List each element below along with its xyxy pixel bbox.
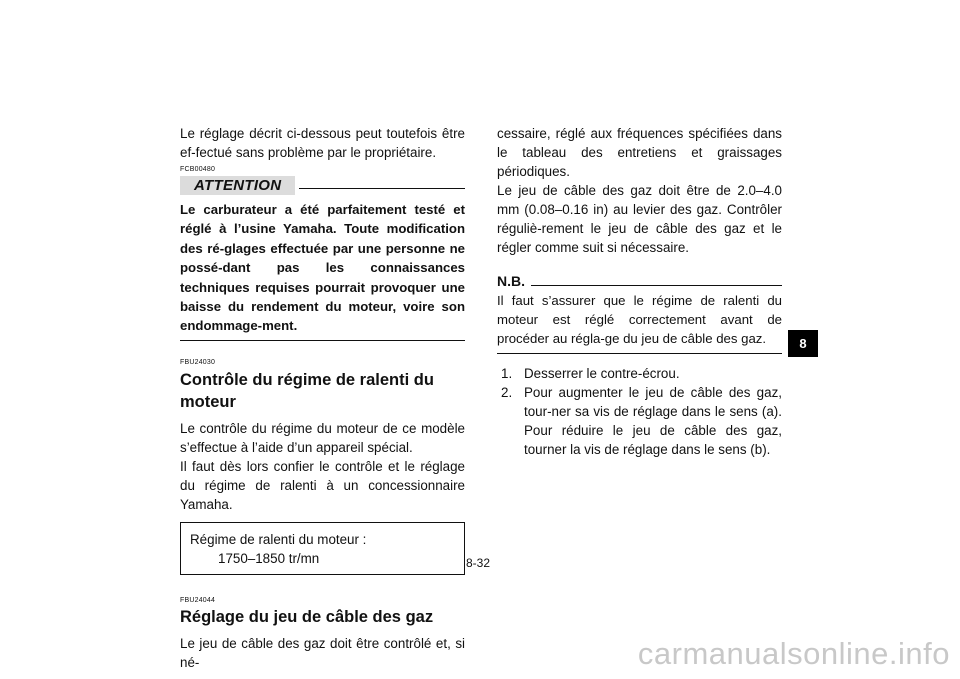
intro-paragraph: Le réglage décrit ci-dessous peut toutefois être ef-fectué sans problème par le propriétaire. bbox=[180, 126, 465, 160]
right-column bbox=[497, 124, 782, 459]
attention-divider bbox=[299, 188, 465, 189]
nb-end-rule bbox=[497, 353, 782, 354]
step-text: Desserrer le contre-écrou. bbox=[524, 366, 680, 381]
idle-speed-spec-box bbox=[180, 522, 465, 575]
right-paragraph-2: Le jeu de câble des gaz doit être de 2.0–4.0 mm (0.08–0.16 in) au levier des gaz. Contrôler réguliè-rement le jeu de câble des gaz et le régler comme suit si nécessaire. bbox=[497, 183, 782, 255]
step-number: 2. bbox=[501, 385, 513, 400]
attention-label: ATTENTION bbox=[180, 176, 295, 195]
attention-text: Le carburateur a été parfaitement testé et réglé à l’usine Yamaha. Toute modification des ré-glages effectuée par une personne ne possé-dant pas les connaissances techniques requises pourrait provoquer une baisse du rendement du moteur, voire son endommage-ment. bbox=[180, 202, 465, 334]
nb-divider bbox=[531, 285, 782, 286]
right-paragraph-1: cessaire, réglé aux fréquences spécifiées dans le tableau des entretiens et graissages périodiques. bbox=[497, 126, 782, 179]
section1-title: Contrôle du régime de ralenti du moteur bbox=[180, 370, 434, 411]
section2-code: FBU24044 bbox=[180, 596, 216, 604]
step-number: 1. bbox=[501, 366, 513, 381]
section2-paragraph: Le jeu de câble des gaz doit être contrôlé et, si né- bbox=[180, 635, 465, 670]
section2-title: Réglage du jeu de câble des gaz bbox=[180, 607, 434, 626]
steps-list bbox=[497, 364, 782, 459]
section1-paragraph-2: Il faut dès lors confier le contrôle et le réglage du régime de ralenti à un concessionnaire Yamaha. bbox=[180, 458, 465, 512]
nb-header bbox=[497, 273, 782, 289]
list-item bbox=[497, 364, 782, 383]
attention-end-rule bbox=[180, 340, 465, 341]
page-number: 8-32 bbox=[466, 556, 491, 570]
attention-header bbox=[180, 175, 465, 196]
nb-text: Il faut s’assurer que le régime de ralenti du moteur est réglé correctement avant de procéder au régla-ge du jeu de câble des gaz. bbox=[497, 293, 782, 346]
spec-value: 1750–1850 tr/mn bbox=[218, 550, 320, 566]
left-column bbox=[180, 124, 465, 672]
list-item bbox=[497, 383, 782, 459]
nb-label: N.B. bbox=[497, 273, 525, 289]
attention-code: FCB00480 bbox=[180, 166, 216, 173]
watermark-text: carmanualsonline.info bbox=[637, 636, 950, 671]
step-text: Pour augmenter le jeu de câble des gaz, tour-ner sa vis de réglage dans le sens (a). Pour réduire le jeu de câble des gaz, tourner la vis de réglage dans le sens (b). bbox=[524, 385, 782, 457]
spec-label: Régime de ralenti du moteur : bbox=[190, 531, 367, 547]
section1-code: FBU24030 bbox=[180, 358, 216, 366]
chapter-tab: 8 bbox=[788, 330, 818, 357]
section1-paragraph-1: Le contrôle du régime du moteur de ce modèle s’effectue à l’aide d’un appareil spécial. bbox=[180, 420, 465, 455]
